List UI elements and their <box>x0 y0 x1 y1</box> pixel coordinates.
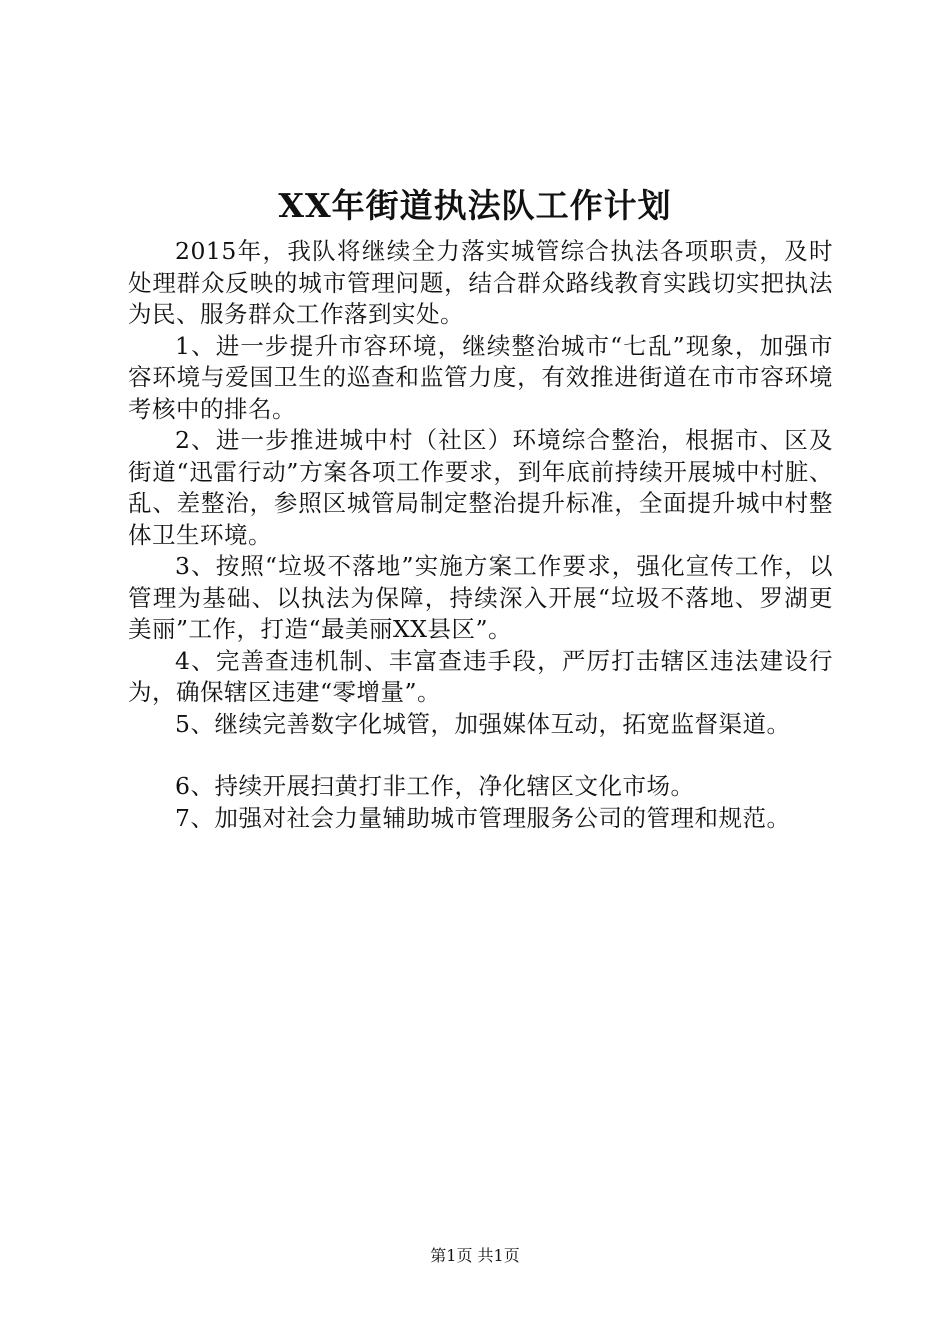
plan-item-7: 7、加强对社会力量辅助城市管理服务公司的管理和规范。 <box>175 803 791 832</box>
document-title: XX年街道执法队工作计划 <box>278 186 672 225</box>
plan-item-2: 2、进一步推进城中村（社区）环境综合整治，根据市、区及街道“迅雷行动”方案各项工作要求，到年底前持续开展城中村脏、乱、差整治，参照区城管局制定整治提升标准，全面提升城中村整体卫生环境。 <box>128 426 833 549</box>
plan-item-3: 3、按照“垃圾不落地”实施方案工作要求，强化宣传工作，以管理为基础、以执法为保障，持续深入开展“垃圾不落地、罗湖更美丽”工作，打造“最美丽XX县区”。 <box>128 552 833 643</box>
plan-item-1: 1、进一步提升市容环境，继续整治城市“七乱”现象，加强市容环境与爱国卫生的巡查和监管力度，有效推进街道在市市容环境考核中的排名。 <box>128 331 833 423</box>
plan-item-4: 4、完善查违机制、丰富查违手段，严厉打击辖区违法建设行为，确保辖区违建“零增量”。 <box>128 646 833 706</box>
plan-item-6: 6、持续开展扫黄打非工作，净化辖区文化市场。 <box>175 772 695 800</box>
page-footer: 第1页 共1页 <box>430 1246 520 1265</box>
intro-paragraph: 2015年，我队将继续全力落实城管综合执法各项职责，及时处理群众反映的城市管理问题，结合群众路线教育实践切实把执法为民、服务群众工作落到实处。 <box>128 237 833 328</box>
plan-item-5: 5、继续完善数字化城管，加强媒体互动，拓宽监督渠道。 <box>175 709 791 738</box>
document-body <box>128 236 833 834</box>
